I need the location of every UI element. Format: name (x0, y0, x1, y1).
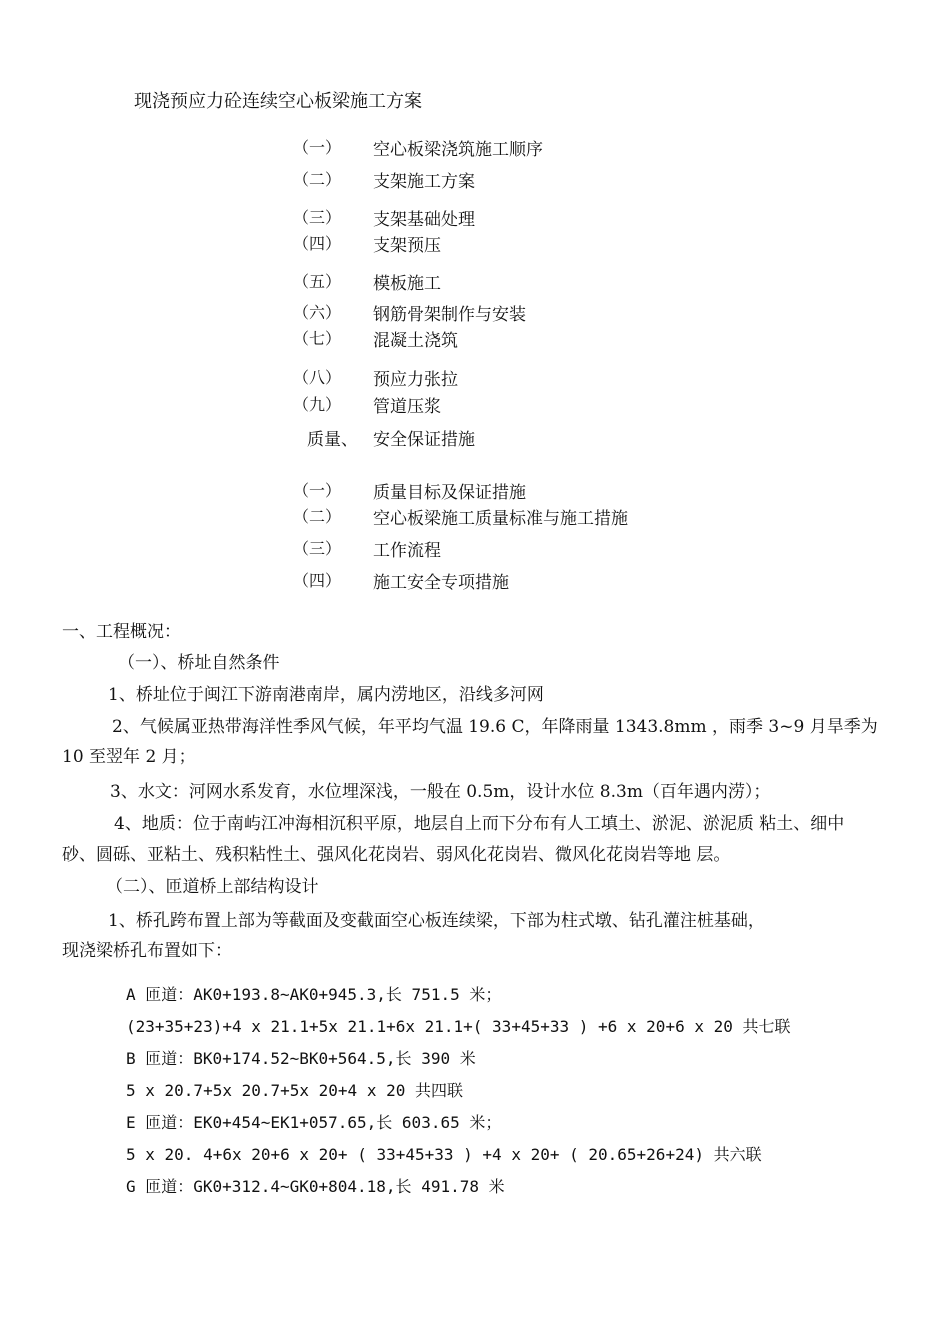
toc-text: 模板施工 (373, 274, 441, 294)
toc-text: 混凝土浇筑 (373, 331, 458, 351)
subheading-superstructure: （二）、匝道桥上部结构设计 (106, 877, 319, 897)
toc-text: 支架施工方案 (373, 172, 475, 192)
toc-number: （一） (293, 138, 342, 157)
toc-text: 钢筋骨架制作与安装 (373, 305, 526, 325)
ramp-b-spans: 5 x 20.7+5x 20.7+5x 20+4 x 20 共四联 (126, 1081, 463, 1100)
ramp-a-spans: (23+35+23)+4 x 21.1+5x 21.1+6x 21.1+( 33+45+33 ) +6 x 20+6 x 20 共七联 (126, 1017, 791, 1036)
toc-text: 支架预压 (373, 236, 441, 256)
toc-text: 工作流程 (373, 541, 441, 561)
toc-text: 管道压浆 (373, 397, 441, 417)
toc-number: （八） (293, 368, 342, 387)
paragraph-climate: 2、气候属亚热带海洋性季风气候，年平均气温 19.6 C，年降雨量 1343.8mm ，雨季 3~9 月旱季为 (112, 717, 878, 737)
toc-number: （二） (293, 170, 342, 189)
toc-number: （五） (293, 272, 342, 291)
toc-text: 空心板梁浇筑施工顺序 (373, 140, 543, 160)
toc-text: 质量目标及保证措施 (373, 483, 526, 503)
toc-number: （三） (293, 539, 342, 558)
paragraph-span-layout: 1、桥孔跨布置上部为等截面及变截面空心板连续梁，下部为柱式墩、钻孔灌注桩基础， (108, 911, 765, 931)
toc-number: （四） (293, 571, 342, 590)
toc-text: 空心板梁施工质量标准与施工措施 (373, 509, 628, 529)
toc-number: （九） (293, 395, 342, 414)
ramp-b-line: B 匝道：BK0+174.52~BK0+564.5,长 390 米 (126, 1049, 476, 1068)
ramp-e-spans: 5 x 20. 4+6x 20+6 x 20+ ( 33+45+33 ) +4 x 20+ ( 20.65+26+24) 共六联 (126, 1145, 762, 1164)
paragraph-location: 1、桥址位于闽江下游南港南岸，属内涝地区，沿线多河网 (108, 685, 544, 705)
paragraph-hydrology: 3、水文：河网水系发育，水位埋深浅，一般在 0.5m，设计水位 8.3m（百年遇内涝）； (110, 782, 771, 802)
ramp-e-line: E 匝道：EK0+454~EK1+057.65,长 603.65 米； (126, 1113, 502, 1132)
paragraph-climate-cont: 10 至翌年 2 月； (62, 747, 196, 767)
toc-number: （六） (293, 303, 342, 322)
paragraph-geology-cont: 砂、圆砾、亚粘土、残积粘性土、强风化花岗岩、弱风化花岗岩、微风化花岗岩等地 层。 (62, 845, 731, 865)
toc-number: （二） (293, 507, 342, 526)
toc-text: 施工安全专项措施 (373, 573, 509, 593)
paragraph-geology: 4、地质：位于南屿江冲海相沉积平原，地层自上而下分布有人工填土、淤泥、淤泥质 粘土、细中 (114, 814, 845, 834)
heading-overview: 一、工程概况： (62, 622, 181, 642)
toc-section-text: 安全保证措施 (373, 430, 475, 450)
ramp-a-line: A 匝道：AK0+193.8~AK0+945.3,长 751.5 米； (126, 985, 502, 1004)
toc-section-number: 质量、 (307, 430, 358, 450)
toc-text: 预应力张拉 (373, 370, 458, 390)
paragraph-span-layout-cont: 现浇梁桥孔布置如下： (62, 941, 232, 961)
document-title: 现浇预应力砼连续空心板梁施工方案 (134, 91, 422, 112)
toc-number: （一） (293, 481, 342, 500)
ramp-g-line: G 匝道：GK0+312.4~GK0+804.18,长 491.78 米 (126, 1177, 505, 1196)
toc-number: （四） (293, 234, 342, 253)
toc-number: （七） (293, 329, 342, 348)
toc-number: （三） (293, 208, 342, 227)
toc-text: 支架基础处理 (373, 210, 475, 230)
subheading-site-conditions: （一）、桥址自然条件 (118, 653, 280, 673)
